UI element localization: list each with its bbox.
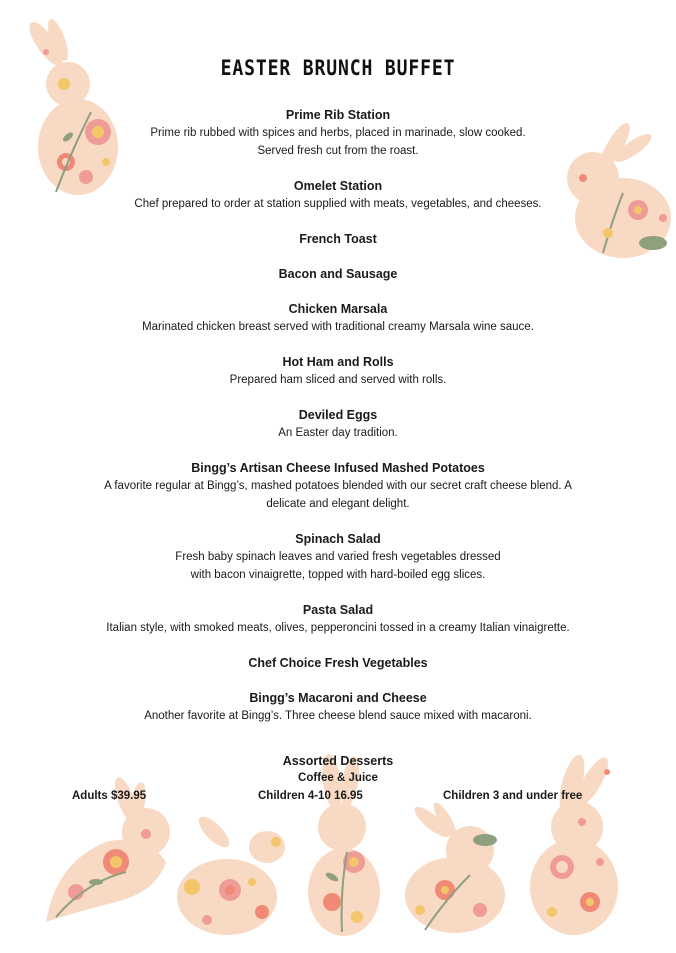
price-children: Children 4-10 16.95 [258,790,363,802]
desserts-label: Assorted Desserts [282,754,394,768]
page-title: EASTER BRUNCH BUFFET [220,56,456,80]
item-name: Bingg’s Artisan Cheese Infused Mashed Potatoes [191,461,485,475]
menu-item-deviled-eggs [40,406,636,442]
bunny-icon [172,812,292,937]
menu-item-chicken-marsala [40,300,636,336]
menu-item-ham-rolls [40,353,636,389]
item-name: Spinach Salad [295,532,381,546]
item-name: Chicken Marsala [288,302,388,316]
menu-item-prime-rib [40,106,636,160]
menu-item-spinach-salad [40,530,636,584]
item-description: Another favorite at Bingg’s. Three cheese blend sauce mixed with macaroni. [144,710,532,722]
price-small-children: Children 3 and under free [443,790,583,802]
item-name: Omelet Station [293,179,383,193]
price-adults: Adults $39.95 [72,790,147,802]
item-description: Fresh baby spinach leaves and varied fresh vegetables dressed [175,551,501,563]
item-name: Bingg’s Macaroni and Cheese [249,691,427,705]
item-description: Prepared ham sliced and served with rolls. [229,374,447,386]
item-description: Prime rib rubbed with spices and herbs, placed in marinade, slow cooked. [150,127,526,139]
drinks-label: Coffee & Juice [298,772,378,784]
item-description: Marinated chicken breast served with traditional creamy Marsala wine sauce. [142,321,534,333]
item-name: Bacon and Sausage [278,267,398,281]
bunny-icon [400,800,520,935]
price-list [0,790,676,808]
item-description: A favorite regular at Bingg’s, mashed potatoes blended with our secret craft cheese blend. A [104,480,572,492]
item-description: Italian style, with smoked meats, olives, pepperoncini tossed in a creamy Italian vinaigrette. [106,622,570,634]
item-description: delicate and elegant delight. [266,498,410,510]
item-description: Chef prepared to order at station supplied with meats, vegetables, and cheeses. [134,198,542,210]
menu-item-mac-cheese [40,689,636,725]
menu-item-pasta-salad [40,601,636,637]
menu-list [40,106,636,742]
menu-item-french-toast [40,230,636,248]
menu-item-mashed-potatoes [40,459,636,513]
item-name: Hot Ham and Rolls [282,355,394,369]
desserts-section [0,752,676,787]
item-description: An Easter day tradition. [278,427,398,439]
menu-item-omelet [40,177,636,213]
item-name: Prime Rib Station [285,108,391,122]
item-name: French Toast [299,232,377,246]
item-name: Deviled Eggs [298,408,378,422]
menu-item-fresh-vegetables [40,654,636,672]
menu-item-bacon-sausage [40,265,636,283]
item-description: with bacon vinaigrette, topped with hard-boiled egg slices. [190,569,486,581]
item-name: Chef Choice Fresh Vegetables [248,656,428,670]
item-description: Served fresh cut from the roast. [257,145,419,157]
item-name: Pasta Salad [302,603,374,617]
